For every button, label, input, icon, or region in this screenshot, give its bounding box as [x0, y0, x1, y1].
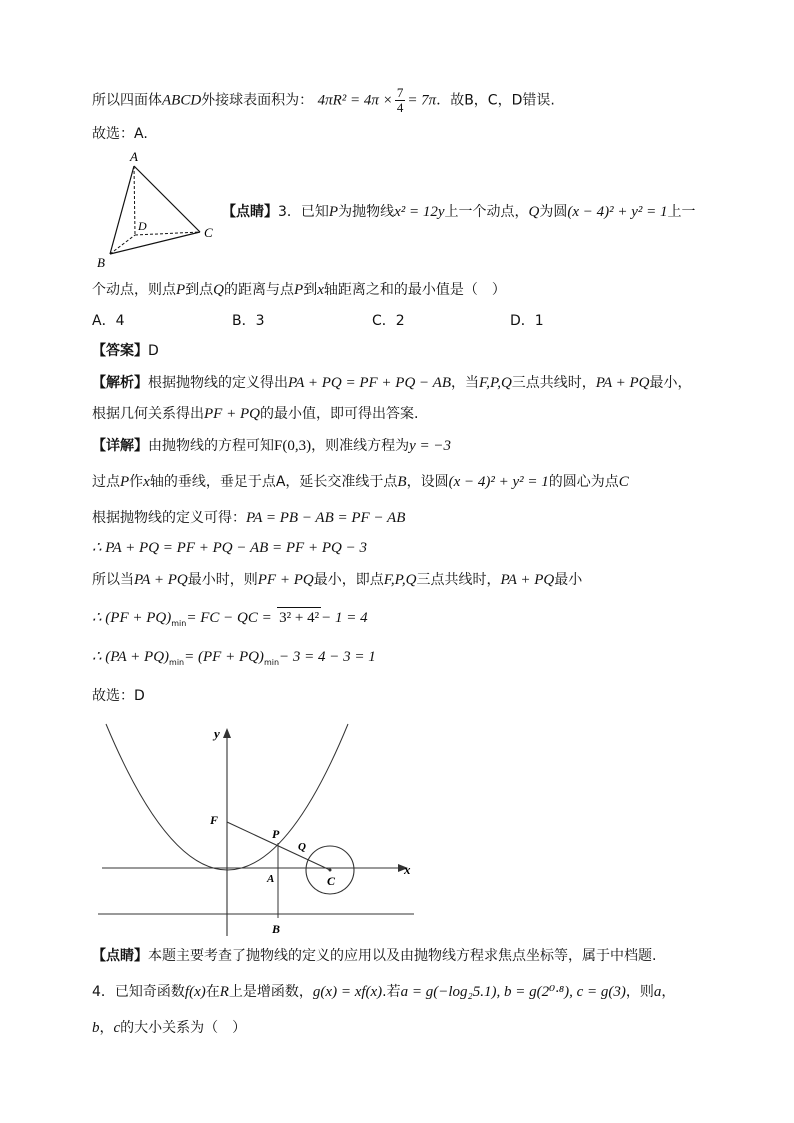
tetrahedron-figure: [92, 148, 222, 272]
question-4-line1: 4．已知奇函数f(x)在R上是增函数，g(x) = xf(x).若a = g(−log₂5.1), b = g(2⁰·⁸), c = g(3)，则a，: [92, 984, 676, 1000]
graph-F: F: [210, 813, 219, 827]
label-C: C: [204, 225, 213, 240]
detail-line2: 过点P作x轴的垂线，垂足于点A，延长交准线于点B，设圆(x − 4)² + y² = 1的圆心为点C: [92, 474, 629, 490]
option-d[interactable]: D．1: [510, 313, 544, 329]
choose-d: 故选：D: [92, 688, 145, 704]
parabola-figure: [98, 718, 416, 938]
graph-A: A: [267, 873, 275, 885]
option-b[interactable]: B．3: [232, 313, 265, 329]
choose-a: 故选：A.: [92, 126, 148, 142]
note-line: 【点睛】本题主要考查了抛物线的定义的应用以及由抛物线方程求焦点坐标等，属于中档题.: [92, 948, 657, 964]
graph-P: P: [272, 827, 280, 841]
graph-B: B: [272, 922, 281, 936]
question-4-line2: b，c的大小关系为（ ）: [92, 1020, 247, 1036]
option-c[interactable]: C．2: [372, 313, 405, 329]
detail-line5: 所以当PA + PQ最小时，则PF + PQ最小，即点F,P,Q三点共线时，PA + PQ最小: [92, 572, 583, 588]
detail-line6: ∴ $(PF + PQ)_{min}=$ FC − QC = 3² + 4² − 1 = 4: [92, 607, 368, 634]
question-3-line1: 【点睛】3．已知P为抛物线x² = 12y上一个动点，Q为圆(x − 4)² + y² = 1上一: [222, 204, 696, 220]
detail-line1: 【详解】由抛物线的方程可知F(0,3)，则准线方程为y = −3: [92, 438, 451, 454]
line-surface-area: 所以四面体ABCD外接球表面积为： 4πR² = 4π × $\frac{7}{4}$ = 7π．故B，C，D错误.: [92, 85, 555, 115]
graph-C: C: [327, 874, 336, 888]
analysis-line2: 根据几何关系得出PF + PQ的最小值，即可得出答案.: [92, 406, 419, 422]
answer: 【答案】D: [92, 343, 159, 359]
detail-line4: ∴ PA + PQ = PF + PQ − AB = PF + PQ − 3: [92, 540, 367, 556]
detail-line3: 根据抛物线的定义可得：PA = PB − AB = PF − AB: [92, 510, 406, 526]
question-3-line2: 个动点，则点P到点Q的距离与点P到x轴距离之和的最小值是（ ）: [92, 282, 506, 298]
graph-x: x: [404, 862, 411, 877]
label-D: D: [138, 219, 147, 233]
label-A: A: [130, 149, 138, 164]
graph-Q: Q: [298, 841, 306, 853]
analysis-line1: 【解析】根据抛物线的定义得出PA + PQ = PF + PQ − AB，当F,P,Q三点共线时，PA + PQ最小，: [92, 375, 692, 391]
option-a[interactable]: A．4: [92, 313, 125, 329]
detail-line7: ∴ $(PA + PQ)_{min}= (PF + PQ)_{min}- 3 = 4 - 3 = 1$: [92, 649, 376, 667]
label-B: B: [97, 255, 105, 270]
graph-y: y: [214, 726, 220, 741]
